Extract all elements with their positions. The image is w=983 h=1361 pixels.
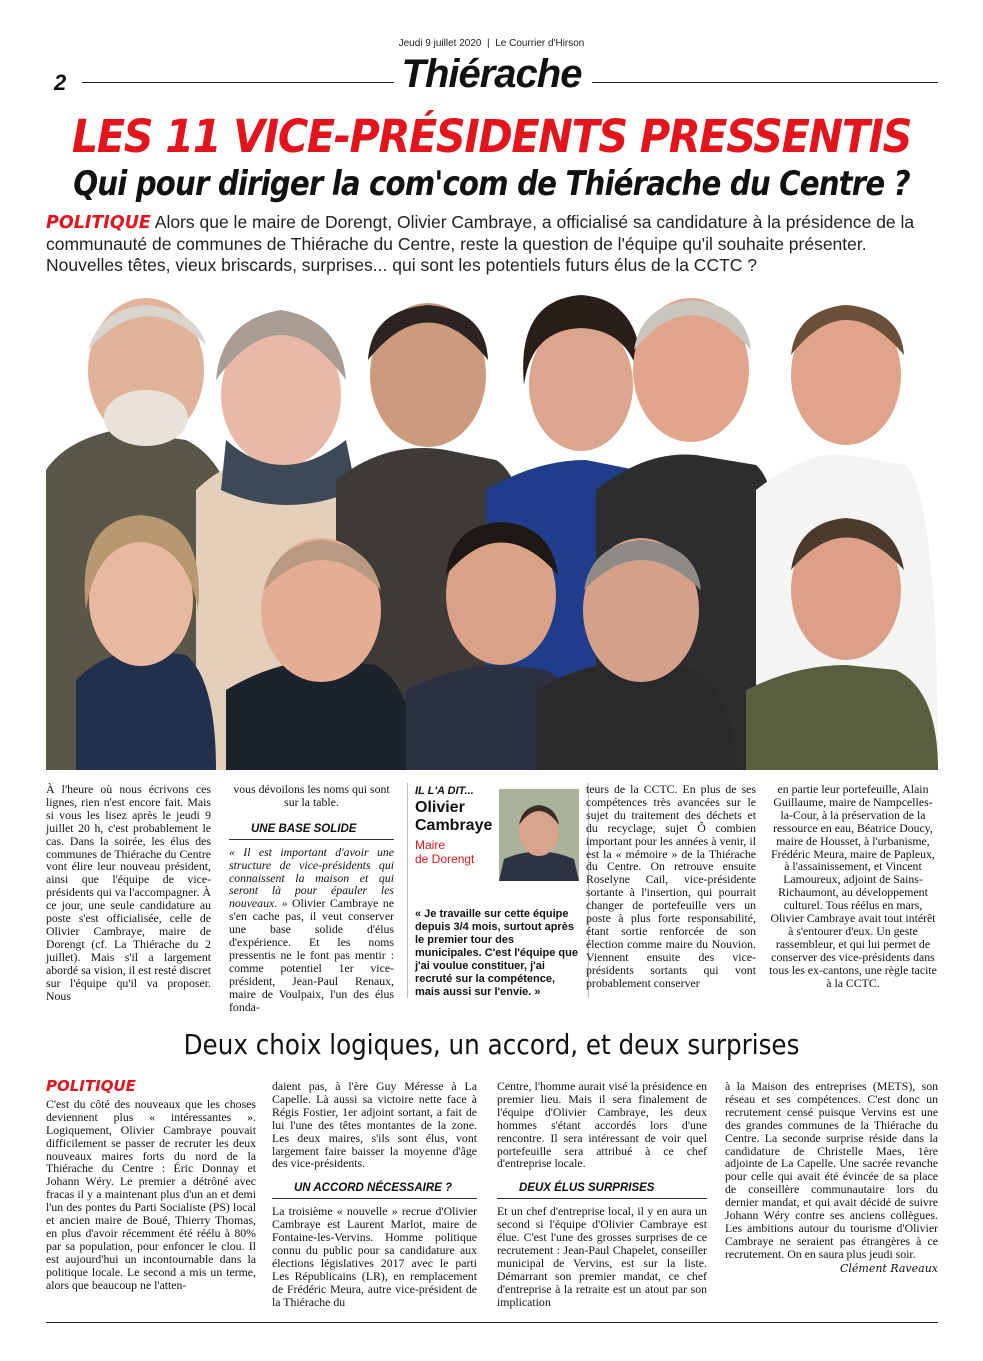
article2-col2-top: daient pas, à l'ère Guy Méresse à La Capelle. Là aussi sa victoire nette face à Régis Fostier, 1er adjoint sortant, a fait de lui l'une des têtes montantes de la zone. Les deux maires, s'ils sont élus, vont largement faire baisser la moyenne d'âge des vice-présidents. xyxy=(272,1079,477,1171)
article1-col2-body xyxy=(229,846,394,1014)
article2-signature: Clément Raveaux xyxy=(839,1261,938,1275)
article1-column-4 xyxy=(586,783,756,990)
quote-box-role-1: Maire xyxy=(415,838,446,852)
article2-kicker: POLITIQUE xyxy=(46,1077,136,1095)
masthead-publication: Le Courrier d'Hirson xyxy=(495,38,585,49)
article2-col3-top: Centre, l'homme aurait visé la présidence en premier lieu. Mais il sera finalement de l'équipe d'Olivier Cambraye, les deux hommes s'étant accordés lors d'une rencontre. Il sera intéressant de voir quel portefeuille sera attribué à ce chef d'entreprise locale. xyxy=(497,1079,707,1171)
masthead-separator: | xyxy=(487,38,490,49)
olivier-cambraye-portrait xyxy=(499,789,579,881)
intro-text: Alors que le maire de Dorengt, Olivier Cambraye, a officialisé sa candidature à la présidence de la communauté de communes de Thiérache du Centre, reste la question de l'équipe qu'il souhaite présenter. Nouvelles têtes, vieux briscards, surprises... qui sont les potentiels futurs élus de la CCTC ? xyxy=(46,212,915,275)
article2-column-2 xyxy=(272,1080,477,1309)
article2-subhead-2-rule xyxy=(272,1198,477,1199)
article1-column-2 xyxy=(229,783,394,1014)
article1-col2-rest: Olivier Cambraye ne s'en cache pas, il veut conserver une base solide d'élus d'expérience. Et les noms pressentis ne le font pas mentir : comme potentiel 1er vice-président, Jean-Paul Renaux, maire de Voulpaix, l'un des élus fonda- xyxy=(229,896,394,1014)
quote-box-name-last: Cambraye xyxy=(415,817,493,834)
article1-column-1 xyxy=(46,783,211,1002)
article1-col1-text: À l'heure où nous écrivons ces lignes, rien n'est encore fait. Mais si vous les lisez après le jeudi 9 juillet 20 h, c'est probablement le cas. Dans la soirée, les élus des communes de Thiérache du Centre vont élire leur nouveau président, ainsi que l'équipe de vice-présidents qui va l'accompagner. À ce jour, une seule candidature au poste s'est officialisée, celle de Olivier Cambraye, maire de Dorengt (cf. La Thiérache du 2 juillet). Mais s'il a largement abordé sa vision, il est resté discret sur l'équipe qu'il va proposer. Nous xyxy=(46,782,211,1003)
quote-box-quote: « Je travaille sur cette équipe depuis 3/4 mois, surtout après le premier tour des municipales. C'est l'équipe que j'ai voulue constituer, j'ai recruté sur la compétence, mais aussi sur l'envie. » xyxy=(415,908,578,998)
article2-col3-rest: Et un chef d'entreprise local, il y en aura un second si l'équipe d'Olivier Cambraye est élue. C'est l'une des grosses surprises de ce recrutement : Jean-Paul Chapelet, conseiller municipal de Vervins, est sur la liste. Démarrant son premier mandat, ce chef d'entreprise à la retraite est un atout par son implication xyxy=(497,1204,707,1309)
article2-subhead-2: UN ACCORD NÉCESSAIRE ? xyxy=(294,1182,453,1195)
quote-box-name-first: Olivier xyxy=(415,799,465,816)
footer-rule xyxy=(46,1322,938,1323)
article2-subhead-3: DEUX ÉLUS SURPRISES xyxy=(519,1182,655,1195)
quote-box-role-2: de Dorengt xyxy=(415,852,475,866)
article2-column-4 xyxy=(725,1080,938,1276)
quote-box-separator-left xyxy=(407,783,408,998)
vice-presidents-photo-montage xyxy=(46,290,938,770)
article2-col2-rest: La troisième « nouvelle » recrue d'Olivier Cambraye est Laurent Marlot, maire de Fontaine-les-Vervins. Homme politique connu du public pour sa candidature aux élections législatives 2017 avec le parti Les Républicains (LR), en remplacement de Frédéric Meura, autre vice-président de la Thiérache du xyxy=(272,1204,477,1309)
intro-kicker: POLITIQUE xyxy=(46,213,151,233)
article2-col4-text: à la Maison des entreprises (METS), son réseau et ses compétences. C'est donc un recrutement censé puisque Vervins est une des grandes communes de la Thiérache du Centre. La seconde surprise réside dans la candidature de Christelle Maes, 1ère adjointe de La Capelle. Une sacrée revanche pour celle qui avait été évincée de sa place de conseillère communautaire lors du dernier mandat, et qui avait décidé de suivre Johann Wéry contre ses anciens collègues. Les ambitions autour du tourisme d'Olivier Cambraye ne seraient pas étrangères à ce recrutement. On en saura plus jeudi soir. xyxy=(725,1079,938,1261)
quote-box xyxy=(415,785,580,999)
article2-subhead-3-rule xyxy=(497,1198,707,1199)
intro-paragraph xyxy=(46,212,936,276)
page-subheadline: Qui pour diriger la com'com de Thiérache du Centre ? xyxy=(73,164,910,204)
article1-col5-text: en partie leur portefeuille, Alain Guillaume, maire de Nampcelles-la-Cour, à la préservation de la ressource en eau, Béatrice Doucy, maire de Housset, à l'urbanisme, Frédéric Meura, maire de Papleux, à l'assainissement, et Vincent Lamoureux, adjoint de Sains-Richaumont, au développement culturel. Tous réélus en mars, Olivier Cambraye avait tout intérêt à s'entourer d'eux. Un geste rassembleur, et qui lui permet de conserver des vice-présidents dans tous les ex-cantons, une règle tacite à la CCTC. xyxy=(769,782,937,990)
section-title: Thiérache xyxy=(401,52,582,96)
article1-col4-text: teurs de la CCTC. En plus de ses compétences très avancées sur le sujet du traitement des déchets et du recyclage, sujet Ô combien important pour les années à venir, il est la « mémoire » de la Thiérache du Centre. On retrouve ensuite Roselyne Cail, vice-présidente sortante à l'insertion, qui pourrait changer de portefeuille vers un poste à plus forte responsabilité, étant sortie renforcée de son élection comme maire du Nouvion. Viennent ensuite des vice-présidents sortants qui vont probablement conserver xyxy=(586,782,756,990)
masthead-date: Jeudi 9 juillet 2020 xyxy=(398,38,482,49)
page-number: 2 xyxy=(54,70,67,95)
article2-col1-text: C'est du côté des nouveaux que les choses deviennent plus « intéressantes ». Logiquement, Olivier Cambraye pouvait difficilement se passer de recruter les deux nouveaux maires forts du nord de la Thiérache du Centre : Éric Donnay et Johann Wéry. Le premier a détrôné avec fracas il y a maintenant plus d'un an et demi l'un des pontes du Parti Socialiste (PS) local et ancien maire de Boué, Thierry Thomas, en plus d'avoir récemment été réélu à 80% par sa population, pour enfoncer le clou. Il est aujourd'hui un incontournable dans la politique locale. Le second a mis un terme, alors que beaucoup ne l'atten- xyxy=(46,1096,256,1292)
article1-column-5 xyxy=(768,783,938,990)
page-headline: LES 11 VICE-PRÉSIDENTS PRESSENTIS xyxy=(71,110,912,163)
article2-column-3 xyxy=(497,1080,707,1309)
article1-col2-quote: « Il est important d'avoir une structure de vice-présidents qui connaissent la maison et qui seront là pour épauler les nouveaux. » xyxy=(229,844,394,911)
quote-box-label: IL L'A DIT... xyxy=(415,785,474,797)
article1-subhead: UNE BASE SOLIDE xyxy=(251,822,357,835)
article1-subhead-rule xyxy=(229,839,394,840)
article2-headline: Deux choix logiques, un accord, et deux surprises xyxy=(183,1028,800,1061)
article2-column-1 xyxy=(46,1077,256,1292)
article1-col2-top: vous dévoilons les noms qui sont sur la table. xyxy=(233,782,390,809)
masthead-dateline xyxy=(0,38,983,49)
